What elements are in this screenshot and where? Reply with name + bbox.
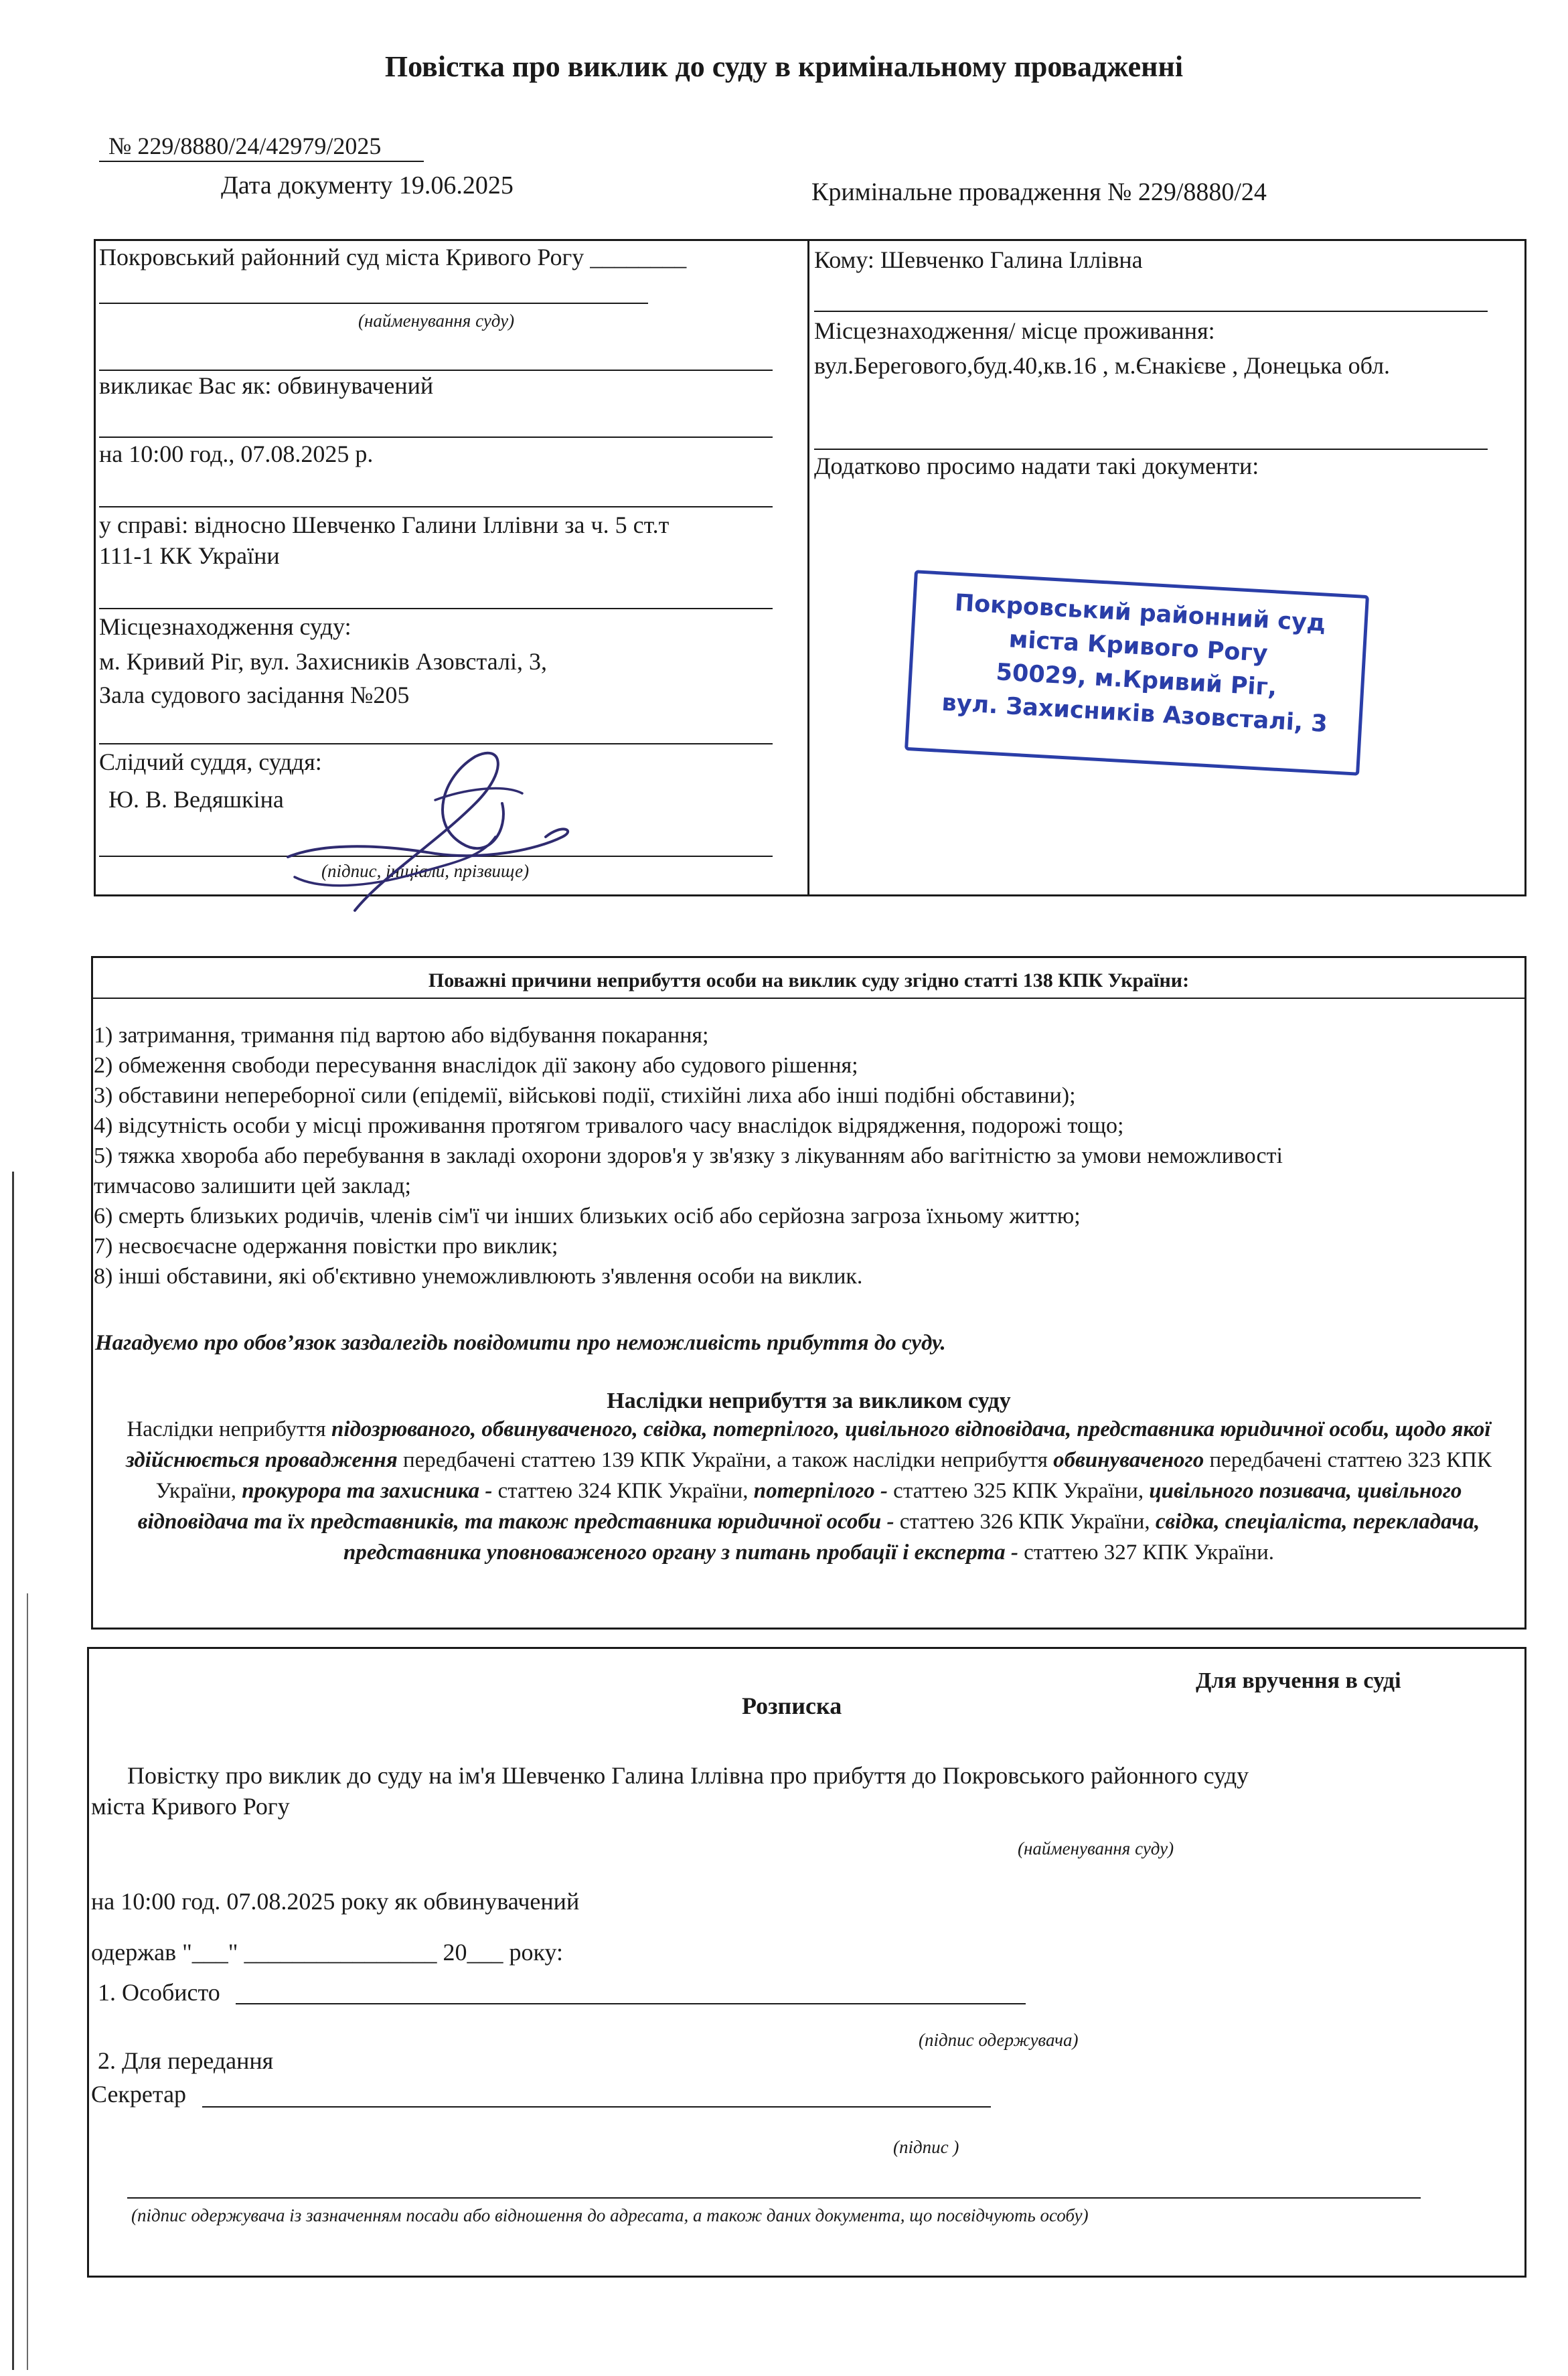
consequences-part: цивільного позивача, цивільного відповідача та їх представників, та також представника юридичної особи -	[137, 1479, 1462, 1534]
consequences-part: статтею 326 КПК України,	[894, 1510, 1156, 1534]
consequences-part: статтею 325 КПК України,	[887, 1479, 1150, 1503]
summons-divider	[807, 239, 809, 896]
consequences-part: обвинуваченого	[1053, 1448, 1204, 1472]
court-name-caption: (найменування суду)	[358, 311, 515, 331]
receipt-time-line: на 10:00 год. 07.08.2025 року як обвинувачений	[91, 1888, 580, 1915]
judge-label: Слідчий суддя, суддя:	[99, 748, 322, 775]
delivery-label: Для вручення в суді	[1196, 1668, 1401, 1693]
consequences-part: статтею 324 КПК України,	[492, 1479, 754, 1503]
receipt-personally: 1. Особисто	[98, 1979, 220, 2006]
stamp-line2: міста Кривого Рогу	[1008, 626, 1269, 667]
reason-item: 6) смерть близьких родичів, членів сім'ї чи інших близьких осіб або серйозна загроза їхньому життю;	[94, 1204, 1081, 1229]
reasons-list	[94, 1020, 1520, 1291]
court-stamp	[905, 570, 1369, 776]
judge-signature	[281, 743, 629, 917]
reason-item: 4) відсутність особи у місці проживання протягом тривалого часу внаслідок відрядження, подорожі тощо;	[94, 1113, 1124, 1138]
consequences-part: потерпілого -	[753, 1479, 888, 1503]
receipt-title: Розписка	[742, 1692, 842, 1719]
recipient-location-label: Місцезнаходження/ місце проживання:	[814, 317, 1215, 344]
reason-item: тимчасово залишити цей заклад;	[94, 1174, 411, 1198]
document-date: Дата документу 19.06.2025	[221, 171, 514, 200]
consequences-part: статтею 327 КПК України.	[1018, 1540, 1275, 1565]
reason-item: 8) інші обставини, які об'єктивно унеможливлюють з'явлення особи на виклик.	[94, 1264, 863, 1289]
case-description-line2: 111-1 КК України	[99, 542, 280, 569]
receipt-line2: міста Кривого Рогу	[91, 1793, 290, 1820]
reason-item: 5) тяжка хвороба або перебування в закладі охорони здоров'я у зв'язку з лікуванням або вагітністю за умови неможливості	[94, 1143, 1283, 1168]
receipt-court-caption: (найменування суду)	[1018, 1838, 1174, 1858]
called-as: викликає Вас як: обвинувачений	[99, 372, 434, 399]
scan-edge-mark	[12, 1172, 14, 2370]
receipt-footer-caption: (підпис одержувача із зазначенням посади або відношення до адресата, а також даних документа, що посвідчують особу)	[131, 2205, 1089, 2225]
reason-item: 3) обставини непереборної сили (епідемії, військові події, стихійні лиха або інші подібні обставини);	[94, 1083, 1076, 1108]
court-room: Зала судового засідання №205	[99, 682, 410, 708]
consequences-text	[100, 1414, 1517, 1568]
case-description-line1: у справі: відносно Шевченко Галини Іллівни за ч. 5 ст.т	[99, 511, 670, 538]
consequences-part: передбачені статтею 139 КПК України, а також наслідки неприбуття	[397, 1448, 1054, 1472]
consequences-part: прокурора та захисника -	[242, 1479, 493, 1503]
stamp-line4: вул. Захисників Азовсталі, 3	[941, 689, 1328, 738]
court-address: м. Кривий Ріг, вул. Захисників Азовсталі, 3,	[99, 648, 547, 675]
consequences-part: Наслідки неприбуття	[127, 1417, 331, 1441]
page-title: Повістка про виклик до суду в кримінальному провадженні	[384, 50, 1184, 83]
reminder-text: Нагадуємо про обов’язок заздалегідь повідомити про неможливість прибуття до суду.	[95, 1331, 946, 1355]
recipient-address: вул.Берегового,буд.40,кв.16 , м.Єнакієве , Донецька обл.	[814, 352, 1391, 379]
signature-caption: (підпис, ініціали, прізвище)	[321, 861, 530, 881]
case-number: Кримінальне провадження № 229/8880/24	[811, 178, 1267, 206]
judge-name: Ю. В. Ведяшкіна	[108, 786, 284, 813]
hearing-datetime: на 10:00 год., 07.08.2025 р.	[99, 441, 374, 467]
consequences-part: підозрюваного, обвинуваченого, свідка, потерпілого, цивільного відповідача, представника юридичної особи, щодо якої здійснюється провадження	[125, 1417, 1491, 1472]
receipt-received-line: одержав "___" ________________ 20___ року:	[91, 1939, 564, 1966]
recipient-signature-caption: (підпис одержувача)	[919, 2030, 1079, 2050]
secretary-signature-caption: (підпис )	[893, 2137, 959, 2157]
extra-documents-label: Додатково просимо надати такі документи:	[814, 453, 1259, 479]
reasons-heading: Поважні причини неприбуття особи на виклик суду згідно статті 138 КПК України:	[428, 969, 1190, 992]
stamp-line1: Покровський районний суд	[953, 589, 1327, 637]
recipient-name: Кому: Шевченко Галина Іллівна	[814, 246, 1143, 273]
stamp-line3: 50029, м.Кривий Ріг,	[995, 659, 1278, 702]
court-name: Покровський районний суд міста Кривого Рогу ________	[99, 244, 687, 270]
reason-item: 2) обмеження свободи пересування внаслідок дії закону або судового рішення;	[94, 1053, 858, 1078]
reason-item: 7) несвоєчасне одержання повістки про виклик;	[94, 1234, 558, 1259]
consequences-heading: Наслідки неприбуття за викликом суду	[607, 1389, 1011, 1413]
receipt-line1: Повістку про виклик до суду на ім'я Шевченко Галина Іллівна про прибуття до Покровського районного суду	[127, 1762, 1249, 1789]
receipt-secretary: Секретар	[91, 2081, 187, 2108]
court-location-label: Місцезнаходження суду:	[99, 613, 351, 640]
consequences-part: передбачені статтею 323 КПК України,	[155, 1448, 1492, 1503]
scan-edge-mark	[27, 1593, 28, 2370]
document-number: № 229/8880/24/42979/2025	[108, 133, 382, 159]
consequences-part: свідка, спеціаліста, перекладача, представника уповноваженого органу з питань пробації і експерта -	[343, 1510, 1480, 1565]
receipt-for-transfer: 2. Для передання	[98, 2047, 274, 2074]
reason-item: 1) затримання, тримання під вартою або відбування покарання;	[94, 1023, 709, 1048]
